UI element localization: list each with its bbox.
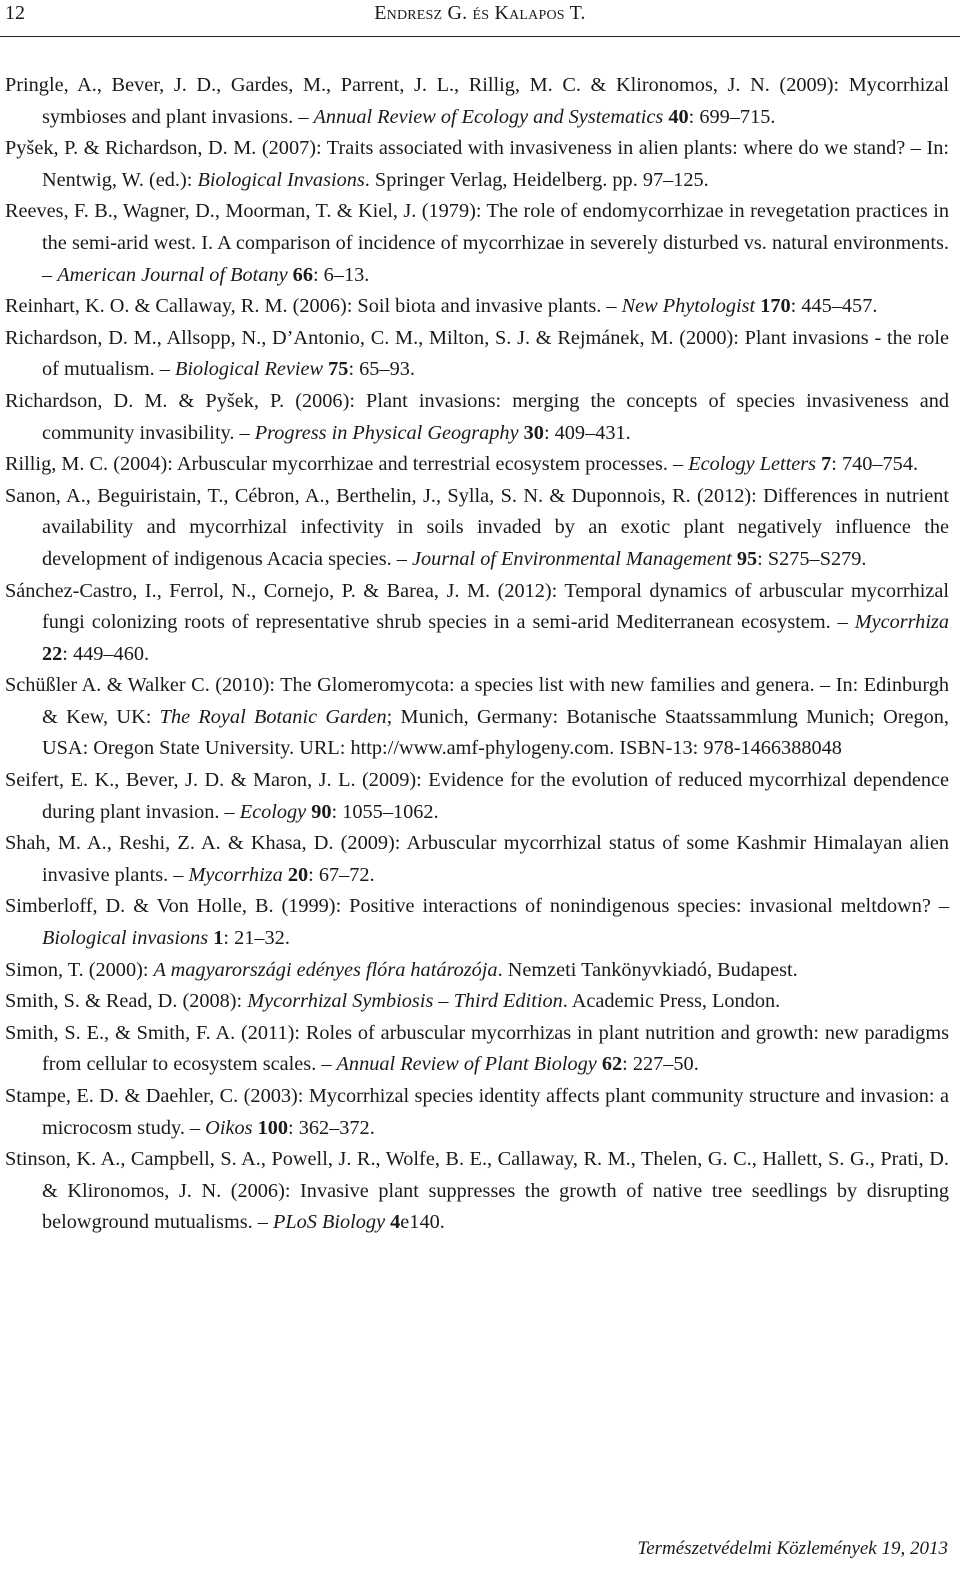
reference-text: ; Munich, Germany: Botanische Staatssammlung Munich; Oregon, USA: Oregon State University. URL: http://www.amf-phylogeny.com. ISBN-13: 978-1466388048 — [42, 705, 950, 760]
reference-text: : 1055–1062. — [331, 800, 439, 823]
reference-entry — [5, 386, 949, 449]
reference-text: Seifert, E. K., Bever, J. D. & Maron, J. L. (2009): Evidence for the evolution of reduced mycorrhizal dependence during plant invasion. – — [5, 769, 949, 823]
reference-title: Journal of Environmental Management — [412, 547, 732, 570]
reference-text: : 227–50. — [622, 1053, 699, 1076]
reference-text: : 409–431. — [543, 421, 631, 444]
reference-text: : 6–13. — [312, 263, 370, 286]
reference-volume: 20 — [287, 863, 309, 886]
reference-title: Biological Review — [174, 358, 324, 381]
reference-volume: 30 — [523, 421, 544, 444]
reference-text: : 699–715. — [688, 105, 776, 128]
reference-text: Sanon, A., Beguiristain, T., Cébron, A., Berthelin, J., Sylla, S. N. & Duponnois, R. (2012): Differences in nutrient availability and mycorrhizal infectivity in soils invaded by an exotic plant negatively influence the development of indigenous Acacia species. – — [5, 484, 949, 570]
reference-text: Smith, S. & Read, D. (2008): — [5, 990, 248, 1013]
reference-text: Shah, M. A., Reshi, Z. A. & Khasa, D. (2009): Arbuscular mycorrhizal status of some Kashmir Himalayan alien invasive plants. – — [5, 832, 949, 886]
reference-entry — [5, 765, 949, 828]
reference-text: Pyšek, P. & Richardson, D. M. (2007): Traits associated with invasiveness in alien plants: where do we stand? – In: Nentwig, W. (ed.): — [5, 137, 949, 191]
reference-entry — [5, 133, 949, 196]
reference-volume: 7 — [821, 453, 832, 476]
reference-entry — [5, 291, 949, 323]
reference-text: Stinson, K. A., Campbell, S. A., Powell, J. R., Wolfe, B. E., Callaway, R. M., Thelen, G. C., Hallett, S. G., Prati, D. & Klironomos, J. N. (2006): Invasive plant suppresses the growth of native tree seedlings by disrupting belowground mutualisms. – — [5, 1148, 949, 1234]
reference-text: : 445–457. — [790, 295, 878, 318]
reference-text: : 449–460. — [62, 642, 150, 665]
reference-title: Biological invasions — [42, 927, 209, 950]
reference-text: Richardson, D. M. & Pyšek, P. (2006): Plant invasions: merging the concepts of species invasiveness and community invasibility. – — [5, 389, 949, 444]
reference-text: Richardson, D. M., Allsopp, N., D’Antonio, C. M., Milton, S. J. & Rejmánek, M. (2000): Plant invasions - the role of mutualism. – — [5, 326, 949, 381]
reference-volume: 22 — [42, 642, 63, 665]
reference-entry — [5, 986, 949, 1018]
reference-title: Annual Review of Plant Biology — [336, 1053, 597, 1076]
reference-text: Simberloff, D. & Von Holle, B. (1999): Positive interactions of nonindigenous species: invasional meltdown? – — [5, 895, 949, 918]
reference-text: Pringle, A., Bever, J. D., Gardes, M., Parrent, J. L., Rillig, M. C. & Klironomos, J. N. (2009): Mycorrhizal symbioses and plant invasions. – — [5, 74, 949, 128]
reference-entry — [5, 576, 949, 671]
reference-text: Simon, T. (2000): — [5, 958, 154, 981]
reference-entry — [5, 1081, 949, 1144]
reference-entry — [5, 196, 949, 291]
reference-title: American Journal of Botany — [57, 263, 288, 286]
reference-text: Smith, S. E., & Smith, F. A. (2011): Roles of arbuscular mycorrhizas in plant nutrition and growth: new paradigms from cellular to ecosystem scales. – — [5, 1021, 949, 1076]
reference-title: Progress in Physical Geography — [254, 421, 519, 444]
reference-volume: 95 — [736, 547, 758, 570]
page-header — [0, 0, 960, 40]
reference-entry — [5, 323, 949, 386]
reference-title: PLoS Biology — [272, 1211, 386, 1234]
reference-entry — [5, 481, 949, 576]
reference-text: e140. — [400, 1211, 445, 1234]
reference-text: Rillig, M. C. (2004): Arbuscular mycorrhizae and terrestrial ecosystem processes. – — [5, 453, 689, 476]
reference-text: : 65–93. — [348, 358, 415, 381]
reference-title: Annual Review of Ecology and Systematics — [313, 105, 664, 128]
reference-text: : S275–S279. — [757, 547, 867, 570]
footer-journal: Természetvédelmi Közlemények 19, 2013 — [637, 1538, 948, 1559]
reference-title: Mycorrhizal Symbiosis – Third Edition — [247, 990, 563, 1013]
reference-text: : 67–72. — [308, 863, 375, 886]
reference-entry — [5, 891, 949, 954]
reference-title: Biological Invasions — [197, 168, 365, 191]
reference-entry — [5, 70, 949, 133]
reference-volume: 90 — [311, 800, 332, 823]
reference-volume: 4 — [390, 1211, 401, 1234]
reference-entry — [5, 955, 949, 987]
reference-text: : 362–372. — [288, 1116, 375, 1139]
reference-title: Mycorrhiza — [188, 863, 283, 886]
reference-title: Ecology Letters — [688, 453, 817, 476]
reference-volume: 40 — [668, 105, 689, 128]
header-rule — [0, 36, 960, 37]
reference-text: Sánchez-Castro, I., Ferrol, N., Cornejo, P. & Barea, J. M. (2012): Temporal dynamics of arbuscular mycorrhizal fungi colonizing roots of representative shrub species in a semi-arid Mediterranean ecosystem. – — [5, 579, 949, 634]
reference-title: Oikos — [205, 1116, 253, 1139]
reference-volume: 75 — [328, 358, 349, 381]
reference-text: Stampe, E. D. & Daehler, C. (2003): Mycorrhizal species identity affects plant community structure and invasion: a microcosm study. – — [5, 1085, 949, 1139]
reference-title: New Phytologist — [621, 295, 756, 318]
reference-volume: 1 — [213, 927, 224, 950]
reference-title: The Royal Botanic Garden — [159, 705, 387, 728]
running-head: Endresz G. és Kalapos T. — [374, 2, 586, 24]
reference-text: Reeves, F. B., Wagner, D., Moorman, T. & Kiel, J. (1979): The role of endomycorrhizae in revegetation practices in the semi-arid west. I. A comparison of incidence of mycorrhizae in severely disturbed vs. natural environments. – — [5, 200, 949, 286]
reference-title: Ecology — [239, 800, 307, 823]
reference-entry — [5, 1018, 949, 1081]
reference-text: : 21–32. — [223, 927, 290, 950]
reference-volume: 66 — [292, 263, 313, 286]
reference-title: A magyarországi edényes flóra határozója — [153, 958, 498, 981]
reference-entry — [5, 1144, 949, 1239]
reference-title: Mycorrhiza — [854, 611, 949, 634]
reference-entry — [5, 449, 949, 481]
reference-volume: 170 — [760, 295, 791, 318]
reference-text: : 740–754. — [831, 453, 919, 476]
reference-volume: 62 — [601, 1053, 623, 1076]
page-number: 12 — [5, 2, 25, 24]
reference-text: . Springer Verlag, Heidelberg. pp. 97–125. — [364, 168, 709, 191]
reference-text: Schüßler A. & Walker C. (2010): The Glomeromycota: a species list with new families and genera. – In: Edinburgh & Kew, UK: — [5, 674, 949, 728]
reference-text: . Academic Press, London. — [562, 990, 781, 1013]
reference-entry — [5, 670, 949, 765]
reference-list — [5, 70, 949, 1239]
reference-volume: 100 — [257, 1116, 288, 1139]
reference-text: . Nemzeti Tankönyvkiadó, Budapest. — [497, 958, 798, 981]
reference-entry — [5, 828, 949, 891]
reference-text: Reinhart, K. O. & Callaway, R. M. (2006): Soil biota and invasive plants. – — [5, 295, 622, 318]
